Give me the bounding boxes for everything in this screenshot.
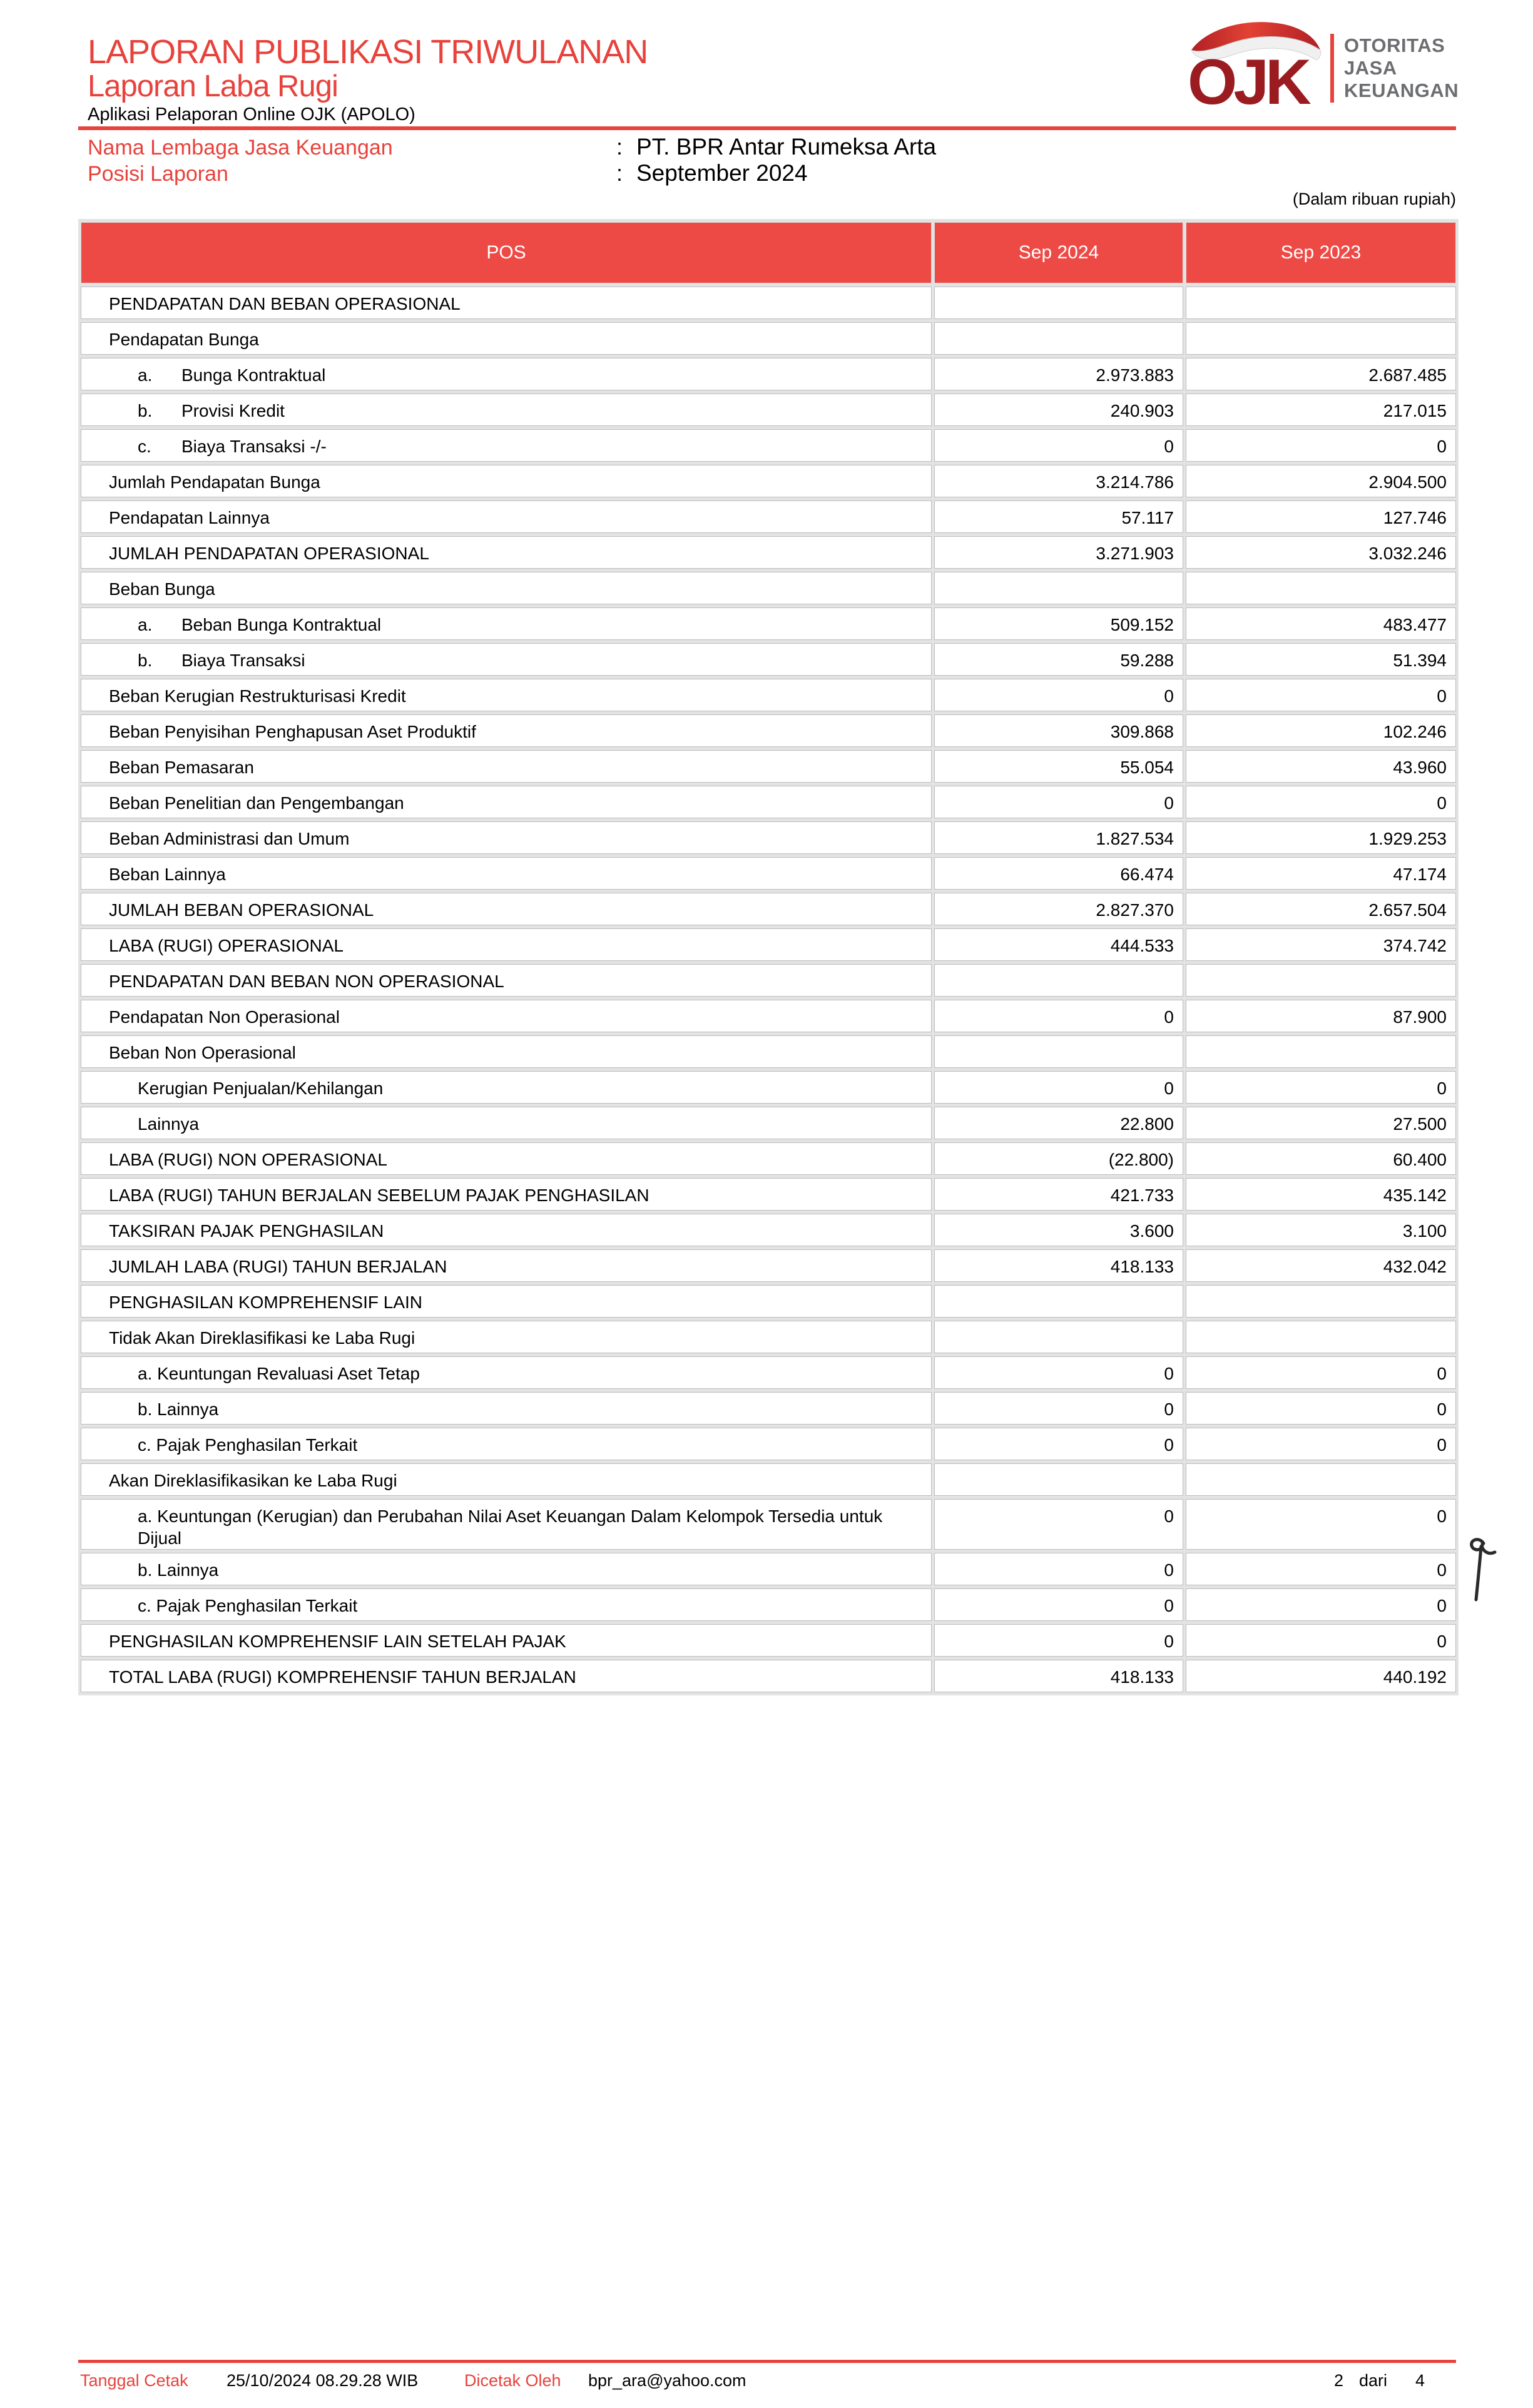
page-separator: dari: [1359, 2371, 1388, 2390]
meta-position: [88, 160, 808, 186]
report-subtitle: Laporan Laba Rugi: [88, 69, 338, 103]
row-value-sep2024: 3.271.903: [934, 536, 1183, 569]
row-value-sep2023: 102.246: [1186, 714, 1456, 747]
row-label: a. Keuntungan Revaluasi Aset Tetap: [81, 1356, 932, 1389]
row-label: c. Pajak Penghasilan Terkait: [81, 1588, 932, 1621]
meta-label: Posisi Laporan: [88, 162, 228, 186]
table-row: [81, 607, 1456, 640]
row-value-sep2023: 2.687.485: [1186, 358, 1456, 390]
row-value-sep2023: 47.174: [1186, 857, 1456, 890]
row-value-sep2024: 0: [934, 1624, 1183, 1657]
row-value-sep2023: 1.929.253: [1186, 821, 1456, 854]
meta-separator: :: [616, 134, 623, 160]
row-value-sep2024: 444.533: [934, 928, 1183, 961]
row-value-sep2023: 27.500: [1186, 1107, 1456, 1139]
row-value-sep2023: 0: [1186, 786, 1456, 818]
table-row: [81, 1553, 1456, 1585]
org-line: KEUANGAN: [1344, 79, 1459, 101]
row-value-sep2024: [934, 1285, 1183, 1318]
row-value-sep2023: 87.900: [1186, 1000, 1456, 1032]
row-value-sep2024: 309.868: [934, 714, 1183, 747]
table-row: [81, 1214, 1456, 1246]
row-value-sep2023: 440.192: [1186, 1660, 1456, 1692]
row-label: a. Keuntungan (Kerugian) dan Perubahan Nilai Aset Keuangan Dalam Kelompok Tersedia untuk Dijual: [81, 1499, 932, 1550]
row-label: b. Biaya Transaksi: [81, 643, 932, 676]
row-value-sep2024: 57.117: [934, 500, 1183, 533]
meta-value: PT. BPR Antar Rumeksa Arta: [636, 134, 937, 160]
logo-divider: [1330, 34, 1334, 103]
unit-note: (Dalam ribuan rupiah): [1292, 190, 1456, 208]
row-label: Lainnya: [81, 1107, 932, 1139]
row-value-sep2023: [1186, 1035, 1456, 1068]
app-name: Aplikasi Pelaporan Online OJK (APOLO): [88, 104, 415, 124]
row-label: LABA (RUGI) OPERASIONAL: [81, 928, 932, 961]
row-value-sep2023: 0: [1186, 1588, 1456, 1621]
row-value-sep2024: 22.800: [934, 1107, 1183, 1139]
row-label: PENGHASILAN KOMPREHENSIF LAIN: [81, 1285, 932, 1318]
row-value-sep2024: 509.152: [934, 607, 1183, 640]
table-row: [81, 1285, 1456, 1318]
row-value-sep2024: 3.214.786: [934, 465, 1183, 497]
row-label: Jumlah Pendapatan Bunga: [81, 465, 932, 497]
row-label: LABA (RUGI) NON OPERASIONAL: [81, 1142, 932, 1175]
row-value-sep2024: 0: [934, 1553, 1183, 1585]
row-label: c. Pajak Penghasilan Terkait: [81, 1428, 932, 1460]
row-label: Akan Direklasifikasikan ke Laba Rugi: [81, 1463, 932, 1496]
table-row: [81, 1178, 1456, 1211]
table-row: [81, 893, 1456, 925]
meta-label: Nama Lembaga Jasa Keuangan: [88, 136, 393, 160]
row-value-sep2023: [1186, 287, 1456, 319]
row-value-sep2024: 59.288: [934, 643, 1183, 676]
print-date-label: Tanggal Cetak: [80, 2371, 188, 2390]
table-row: [81, 1249, 1456, 1282]
row-value-sep2024: [934, 572, 1183, 604]
row-value-sep2023: 2.904.500: [1186, 465, 1456, 497]
row-value-sep2023: 483.477: [1186, 607, 1456, 640]
row-value-sep2023: 0: [1186, 1428, 1456, 1460]
row-label: b. Lainnya: [81, 1553, 932, 1585]
row-label: Beban Penelitian dan Pengembangan: [81, 786, 932, 818]
row-value-sep2023: 51.394: [1186, 643, 1456, 676]
row-value-sep2023: 0: [1186, 1499, 1456, 1550]
row-label: PENDAPATAN DAN BEBAN OPERASIONAL: [81, 287, 932, 319]
row-value-sep2024: [934, 1463, 1183, 1496]
row-label: a. Beban Bunga Kontraktual: [81, 607, 932, 640]
table-row: [81, 572, 1456, 604]
row-label: a. Bunga Kontraktual: [81, 358, 932, 390]
table-row: [81, 821, 1456, 854]
row-label: LABA (RUGI) TAHUN BERJALAN SEBELUM PAJAK PENGHASILAN: [81, 1178, 932, 1211]
page-number: 2: [1334, 2371, 1344, 2390]
row-value-sep2023: [1186, 572, 1456, 604]
row-value-sep2023: 0: [1186, 1071, 1456, 1104]
row-value-sep2024: 0: [934, 1071, 1183, 1104]
row-value-sep2024: 66.474: [934, 857, 1183, 890]
table-header-pos: POS: [81, 222, 932, 283]
table-row: [81, 1071, 1456, 1104]
row-value-sep2024: 0: [934, 1000, 1183, 1032]
row-value-sep2023: [1186, 964, 1456, 997]
org-line: OTORITAS: [1344, 34, 1445, 56]
row-value-sep2024: 3.600: [934, 1214, 1183, 1246]
row-label: c. Biaya Transaksi -/-: [81, 429, 932, 462]
row-label: JUMLAH LABA (RUGI) TAHUN BERJALAN: [81, 1249, 932, 1282]
table-row: [81, 679, 1456, 711]
row-label: Beban Bunga: [81, 572, 932, 604]
row-value-sep2024: 0: [934, 1356, 1183, 1389]
row-value-sep2023: 2.657.504: [1186, 893, 1456, 925]
row-label: TOTAL LABA (RUGI) KOMPREHENSIF TAHUN BERJALAN: [81, 1660, 932, 1692]
table-row: [81, 1428, 1456, 1460]
row-value-sep2023: 0: [1186, 1624, 1456, 1657]
row-label: Pendapatan Lainnya: [81, 500, 932, 533]
row-value-sep2023: 60.400: [1186, 1142, 1456, 1175]
row-label: TAKSIRAN PAJAK PENGHASILAN: [81, 1214, 932, 1246]
row-value-sep2024: 418.133: [934, 1249, 1183, 1282]
row-value-sep2024: 0: [934, 1499, 1183, 1550]
table-row: [81, 750, 1456, 783]
row-label: Beban Penyisihan Penghapusan Aset Produktif: [81, 714, 932, 747]
footer-rule: [78, 2360, 1456, 2363]
table-row: [81, 1356, 1456, 1389]
table-row: [81, 1142, 1456, 1175]
row-value-sep2023: 0: [1186, 679, 1456, 711]
meta-separator: :: [616, 160, 623, 186]
table-row: [81, 1321, 1456, 1353]
row-value-sep2023: 435.142: [1186, 1178, 1456, 1211]
table-row: [81, 358, 1456, 390]
table-row: [81, 287, 1456, 319]
row-value-sep2024: [934, 322, 1183, 355]
table-row: [81, 643, 1456, 676]
meta-value: September 2024: [636, 160, 808, 186]
printed-by-value: bpr_ara@yahoo.com: [588, 2371, 746, 2390]
table-row: [81, 1499, 1456, 1550]
row-value-sep2024: [934, 964, 1183, 997]
table-row: [81, 322, 1456, 355]
ojk-flag-icon: [1188, 16, 1324, 111]
table-row: [81, 536, 1456, 569]
page-total: 4: [1415, 2371, 1425, 2390]
row-value-sep2023: 127.746: [1186, 500, 1456, 533]
table-row: [81, 1107, 1456, 1139]
row-label: PENDAPATAN DAN BEBAN NON OPERASIONAL: [81, 964, 932, 997]
pen-mark-icon: [1464, 1534, 1498, 1609]
row-label: Kerugian Penjualan/Kehilangan: [81, 1071, 932, 1104]
row-value-sep2023: 0: [1186, 1392, 1456, 1425]
row-value-sep2024: [934, 1035, 1183, 1068]
table-row: [81, 1035, 1456, 1068]
table-row: [81, 1588, 1456, 1621]
row-label: JUMLAH BEBAN OPERASIONAL: [81, 893, 932, 925]
row-label: PENGHASILAN KOMPREHENSIF LAIN SETELAH PAJAK: [81, 1624, 932, 1657]
row-label: Beban Non Operasional: [81, 1035, 932, 1068]
row-value-sep2023: [1186, 1321, 1456, 1353]
table-row: [81, 857, 1456, 890]
table-row: [81, 394, 1456, 426]
row-value-sep2024: 421.733: [934, 1178, 1183, 1211]
ojk-logo: [1188, 14, 1460, 114]
table-header-sep2024: Sep 2024: [934, 222, 1183, 283]
row-value-sep2023: 0: [1186, 1553, 1456, 1585]
table-row: [81, 928, 1456, 961]
row-value-sep2024: [934, 287, 1183, 319]
row-value-sep2023: 3.032.246: [1186, 536, 1456, 569]
row-value-sep2024: 0: [934, 679, 1183, 711]
row-value-sep2023: [1186, 322, 1456, 355]
row-label: JUMLAH PENDAPATAN OPERASIONAL: [81, 536, 932, 569]
table-row: [81, 1000, 1456, 1032]
row-value-sep2023: 432.042: [1186, 1249, 1456, 1282]
ojk-wordmark: OJK: [1188, 46, 1308, 111]
row-label: Tidak Akan Direklasifikasi ke Laba Rugi: [81, 1321, 932, 1353]
print-date-value: 25/10/2024 08.29.28 WIB: [227, 2371, 419, 2390]
row-value-sep2023: [1186, 1285, 1456, 1318]
table-row: [81, 964, 1456, 997]
row-value-sep2023: 0: [1186, 1356, 1456, 1389]
row-value-sep2024: 0: [934, 429, 1183, 462]
row-label: Pendapatan Bunga: [81, 322, 932, 355]
row-label: Beban Lainnya: [81, 857, 932, 890]
row-value-sep2024: (22.800): [934, 1142, 1183, 1175]
table-row: [81, 786, 1456, 818]
row-value-sep2024: 0: [934, 1392, 1183, 1425]
row-value-sep2024: 2.827.370: [934, 893, 1183, 925]
meta-institution: [88, 134, 936, 160]
row-label: Beban Pemasaran: [81, 750, 932, 783]
row-label: Beban Administrasi dan Umum: [81, 821, 932, 854]
row-value-sep2024: 0: [934, 1588, 1183, 1621]
row-label: Beban Kerugian Restrukturisasi Kredit: [81, 679, 932, 711]
table-row: [81, 465, 1456, 497]
row-value-sep2024: 1.827.534: [934, 821, 1183, 854]
row-value-sep2024: 2.973.883: [934, 358, 1183, 390]
row-value-sep2023: 0: [1186, 429, 1456, 462]
row-value-sep2023: 3.100: [1186, 1214, 1456, 1246]
header-rule: [78, 126, 1456, 130]
table-row: [81, 1463, 1456, 1496]
table-row: [81, 714, 1456, 747]
table-row: [81, 1624, 1456, 1657]
page-title: LAPORAN PUBLIKASI TRIWULANAN: [88, 33, 648, 71]
row-value-sep2024: 418.133: [934, 1660, 1183, 1692]
row-value-sep2023: 43.960: [1186, 750, 1456, 783]
row-label: b. Provisi Kredit: [81, 394, 932, 426]
table-header-sep2023: Sep 2023: [1186, 222, 1456, 283]
row-label: Pendapatan Non Operasional: [81, 1000, 932, 1032]
row-value-sep2024: 0: [934, 786, 1183, 818]
row-value-sep2023: 374.742: [1186, 928, 1456, 961]
row-value-sep2023: 217.015: [1186, 394, 1456, 426]
row-label: b. Lainnya: [81, 1392, 932, 1425]
row-value-sep2024: [934, 1321, 1183, 1353]
table-header-row: [81, 222, 1456, 283]
row-value-sep2023: [1186, 1463, 1456, 1496]
table-row: [81, 429, 1456, 462]
row-value-sep2024: 55.054: [934, 750, 1183, 783]
row-value-sep2024: 240.903: [934, 394, 1183, 426]
printed-by-label: Dicetak Oleh: [464, 2371, 561, 2390]
report-table: [78, 219, 1459, 1695]
org-line: JASA: [1344, 57, 1397, 79]
table-row: [81, 1660, 1456, 1692]
table-row: [81, 500, 1456, 533]
table-row: [81, 1392, 1456, 1425]
org-name: [1344, 34, 1459, 102]
row-value-sep2024: 0: [934, 1428, 1183, 1460]
